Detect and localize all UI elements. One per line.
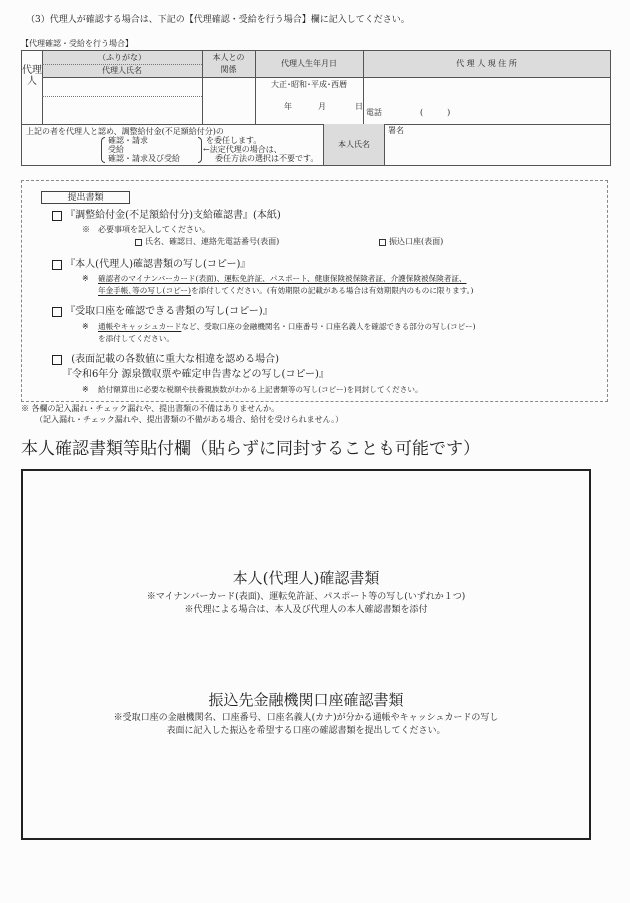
bank-doc-line-1: ※受取口座の金融機関名、口座番号、口座名義人(カナ)が分かる通帳やキャッシュカードの写し <box>113 713 499 723</box>
identity-doc-line-2: ※代理による場合は、本人及び代理人の本人確認書類を添付 <box>184 605 428 615</box>
furigana-input[interactable] <box>43 78 201 95</box>
proxy-section-heading: 【代理確認・受給を行う場合】 <box>21 39 133 48</box>
warning-line-2: （記入漏れ・チェック漏れや、提出書類の不備がある場合、給付を受けられません。） <box>35 415 344 424</box>
doc-item-2-note-2 <box>98 285 473 296</box>
subcheck-bank-account[interactable] <box>379 236 443 247</box>
doc-item-4-label: 『令和6年分 源泉徴収票や確定申告書などの写し(コピー)』 <box>62 369 329 380</box>
left-brace <box>101 137 105 163</box>
subcheck-bank-account-label: 振込口座(表面) <box>389 237 444 246</box>
birthdate-header: 代理人生年月日 <box>281 59 337 68</box>
option-receive[interactable]: 受給 <box>108 145 124 154</box>
address-header: 代 理 人 現 住 所 <box>456 59 517 68</box>
doc-item-1[interactable] <box>52 209 281 222</box>
documents-title: 提出書類 <box>41 191 130 204</box>
address-input[interactable] <box>364 78 610 104</box>
delegate-text: を委任します。 <box>206 136 262 145</box>
doc-item-3-note-1 <box>98 321 476 332</box>
doc-item-3-note-1-rest: など、受取口座の金融機関名・口座番号・口座名義人を確認できる部分の写し(コピー) <box>181 322 476 331</box>
doc-item-1-label: 『調整給付金(不足額給付分)支給確認書』(本紙) <box>65 210 281 221</box>
principal-name-label: 本人氏名 <box>324 124 384 165</box>
option-confirm-request-receive[interactable]: 確認・請求及び受給 <box>108 154 180 163</box>
checkbox-bank-account[interactable] <box>379 239 386 246</box>
phone-parens[interactable]: ( ) <box>420 108 451 117</box>
consent-row <box>21 124 611 166</box>
doc-item-4[interactable] <box>52 353 279 366</box>
birth-day-label: 日 <box>355 102 363 111</box>
signature-input[interactable] <box>385 136 609 164</box>
paste-section-title: 本人確認書類等貼付欄（貼らずに同封することも可能です） <box>21 439 480 459</box>
instruction-text: （3）代理人が確認する場合は、下記の【代理確認・受給を行う場合】欄に記入してください。 <box>26 15 410 25</box>
signature-label: 署名 <box>388 126 404 135</box>
submission-documents-box <box>21 180 608 402</box>
doc-item-1-note: ※ 必要事項を記入してください。 <box>82 225 210 234</box>
relation-input[interactable] <box>203 78 254 123</box>
legal-note-2: 委任方法の選択は不要です。 <box>215 154 319 163</box>
doc-item-3-note-2: を添付してください。 <box>98 334 174 343</box>
doc-item-2-note-2-rest: を添付してください。(有効期限の記載がある場合は有効期限内のものに限ります。) <box>190 286 474 295</box>
id-document-paste-area[interactable] <box>21 469 591 840</box>
doc-item-4-note: 給付額算出に必要な税額や扶養親族数がわかる上記書類等の写し(コピー)を同封してください。 <box>98 385 423 394</box>
bank-doc-title: 振込先金融機関口座確認書類 <box>208 691 404 709</box>
doc-item-4-condition: (表面記載の各数値に重大な相違を認める場合) <box>71 354 279 365</box>
proxy-info-table <box>21 50 611 125</box>
doc-item-2[interactable] <box>52 258 250 271</box>
right-brace <box>198 137 202 163</box>
furigana-header: （ふりがな） <box>98 53 146 62</box>
doc-item-2-note-1: 確認者のマイナンバーカード(表面)、運転免許証、パスポート、健康保険被保険者証、介護保険被保険者証、 <box>98 274 467 283</box>
proxy-name-header: 代理人氏名 <box>102 66 142 75</box>
identity-doc-line-1: ※マイナンバーカード(表面)、運転免許証、パスポート等の写し(いずれか１つ) <box>146 592 466 602</box>
doc-item-3-note-1-underlined: 通帳やキャッシュカード <box>98 322 182 331</box>
checkbox-account-copy[interactable] <box>52 307 62 317</box>
warning-line-1: ※ 各欄の記入漏れ・チェック漏れや、提出書類の不備はありませんか。 <box>21 404 280 413</box>
relation-header-2: 関係 <box>220 65 237 74</box>
proxy-name-input[interactable] <box>43 97 201 123</box>
consent-text: 上記の者を代理人と認め、調整給付金(不足額給付分)の <box>26 127 224 136</box>
doc-item-4-asterisk: ※ <box>82 385 89 394</box>
bank-doc-line-2: 表面に記入した振込を希望する口座の確認書類を提出してください。 <box>166 726 446 736</box>
checkbox-confirmation-form[interactable] <box>52 211 62 221</box>
subcheck-name-phone-label: 氏名、確認日、連絡先電話番号(表面) <box>145 237 280 246</box>
doc-item-3-label: 『受取口座を確認できる書類の写し(コピー)』 <box>65 306 273 317</box>
birth-month-label: 月 <box>318 102 326 111</box>
legal-note-1: ←法定代理の場合は、 <box>203 145 282 154</box>
birth-year-label: 年 <box>284 102 292 111</box>
checkbox-identity-copy[interactable] <box>52 260 62 270</box>
doc-item-3-asterisk: ※ <box>82 322 89 331</box>
proxy-side-label: 代理人 <box>22 65 42 87</box>
phone-label: 電話 <box>366 108 382 117</box>
doc-item-2-label: 『本人(代理人)確認書類の写し(コピー)』 <box>65 259 251 270</box>
option-confirm-request[interactable]: 確認・請求 <box>108 136 148 145</box>
checkbox-withholding-copy[interactable] <box>52 355 62 365</box>
subcheck-name-phone[interactable] <box>135 236 279 247</box>
birthdate-era-options[interactable]: 大正･昭和･平成･西暦 <box>271 80 347 89</box>
doc-item-3[interactable] <box>52 305 273 318</box>
relation-header-1: 本人との <box>212 53 245 62</box>
identity-doc-title: 本人(代理人)確認書類 <box>232 569 380 587</box>
checkbox-name-date-phone[interactable] <box>135 239 142 246</box>
doc-item-2-note-2-underlined: 年金手帳､等の写し(コピー) <box>98 286 191 295</box>
doc-item-2-asterisk: ※ <box>82 274 89 283</box>
